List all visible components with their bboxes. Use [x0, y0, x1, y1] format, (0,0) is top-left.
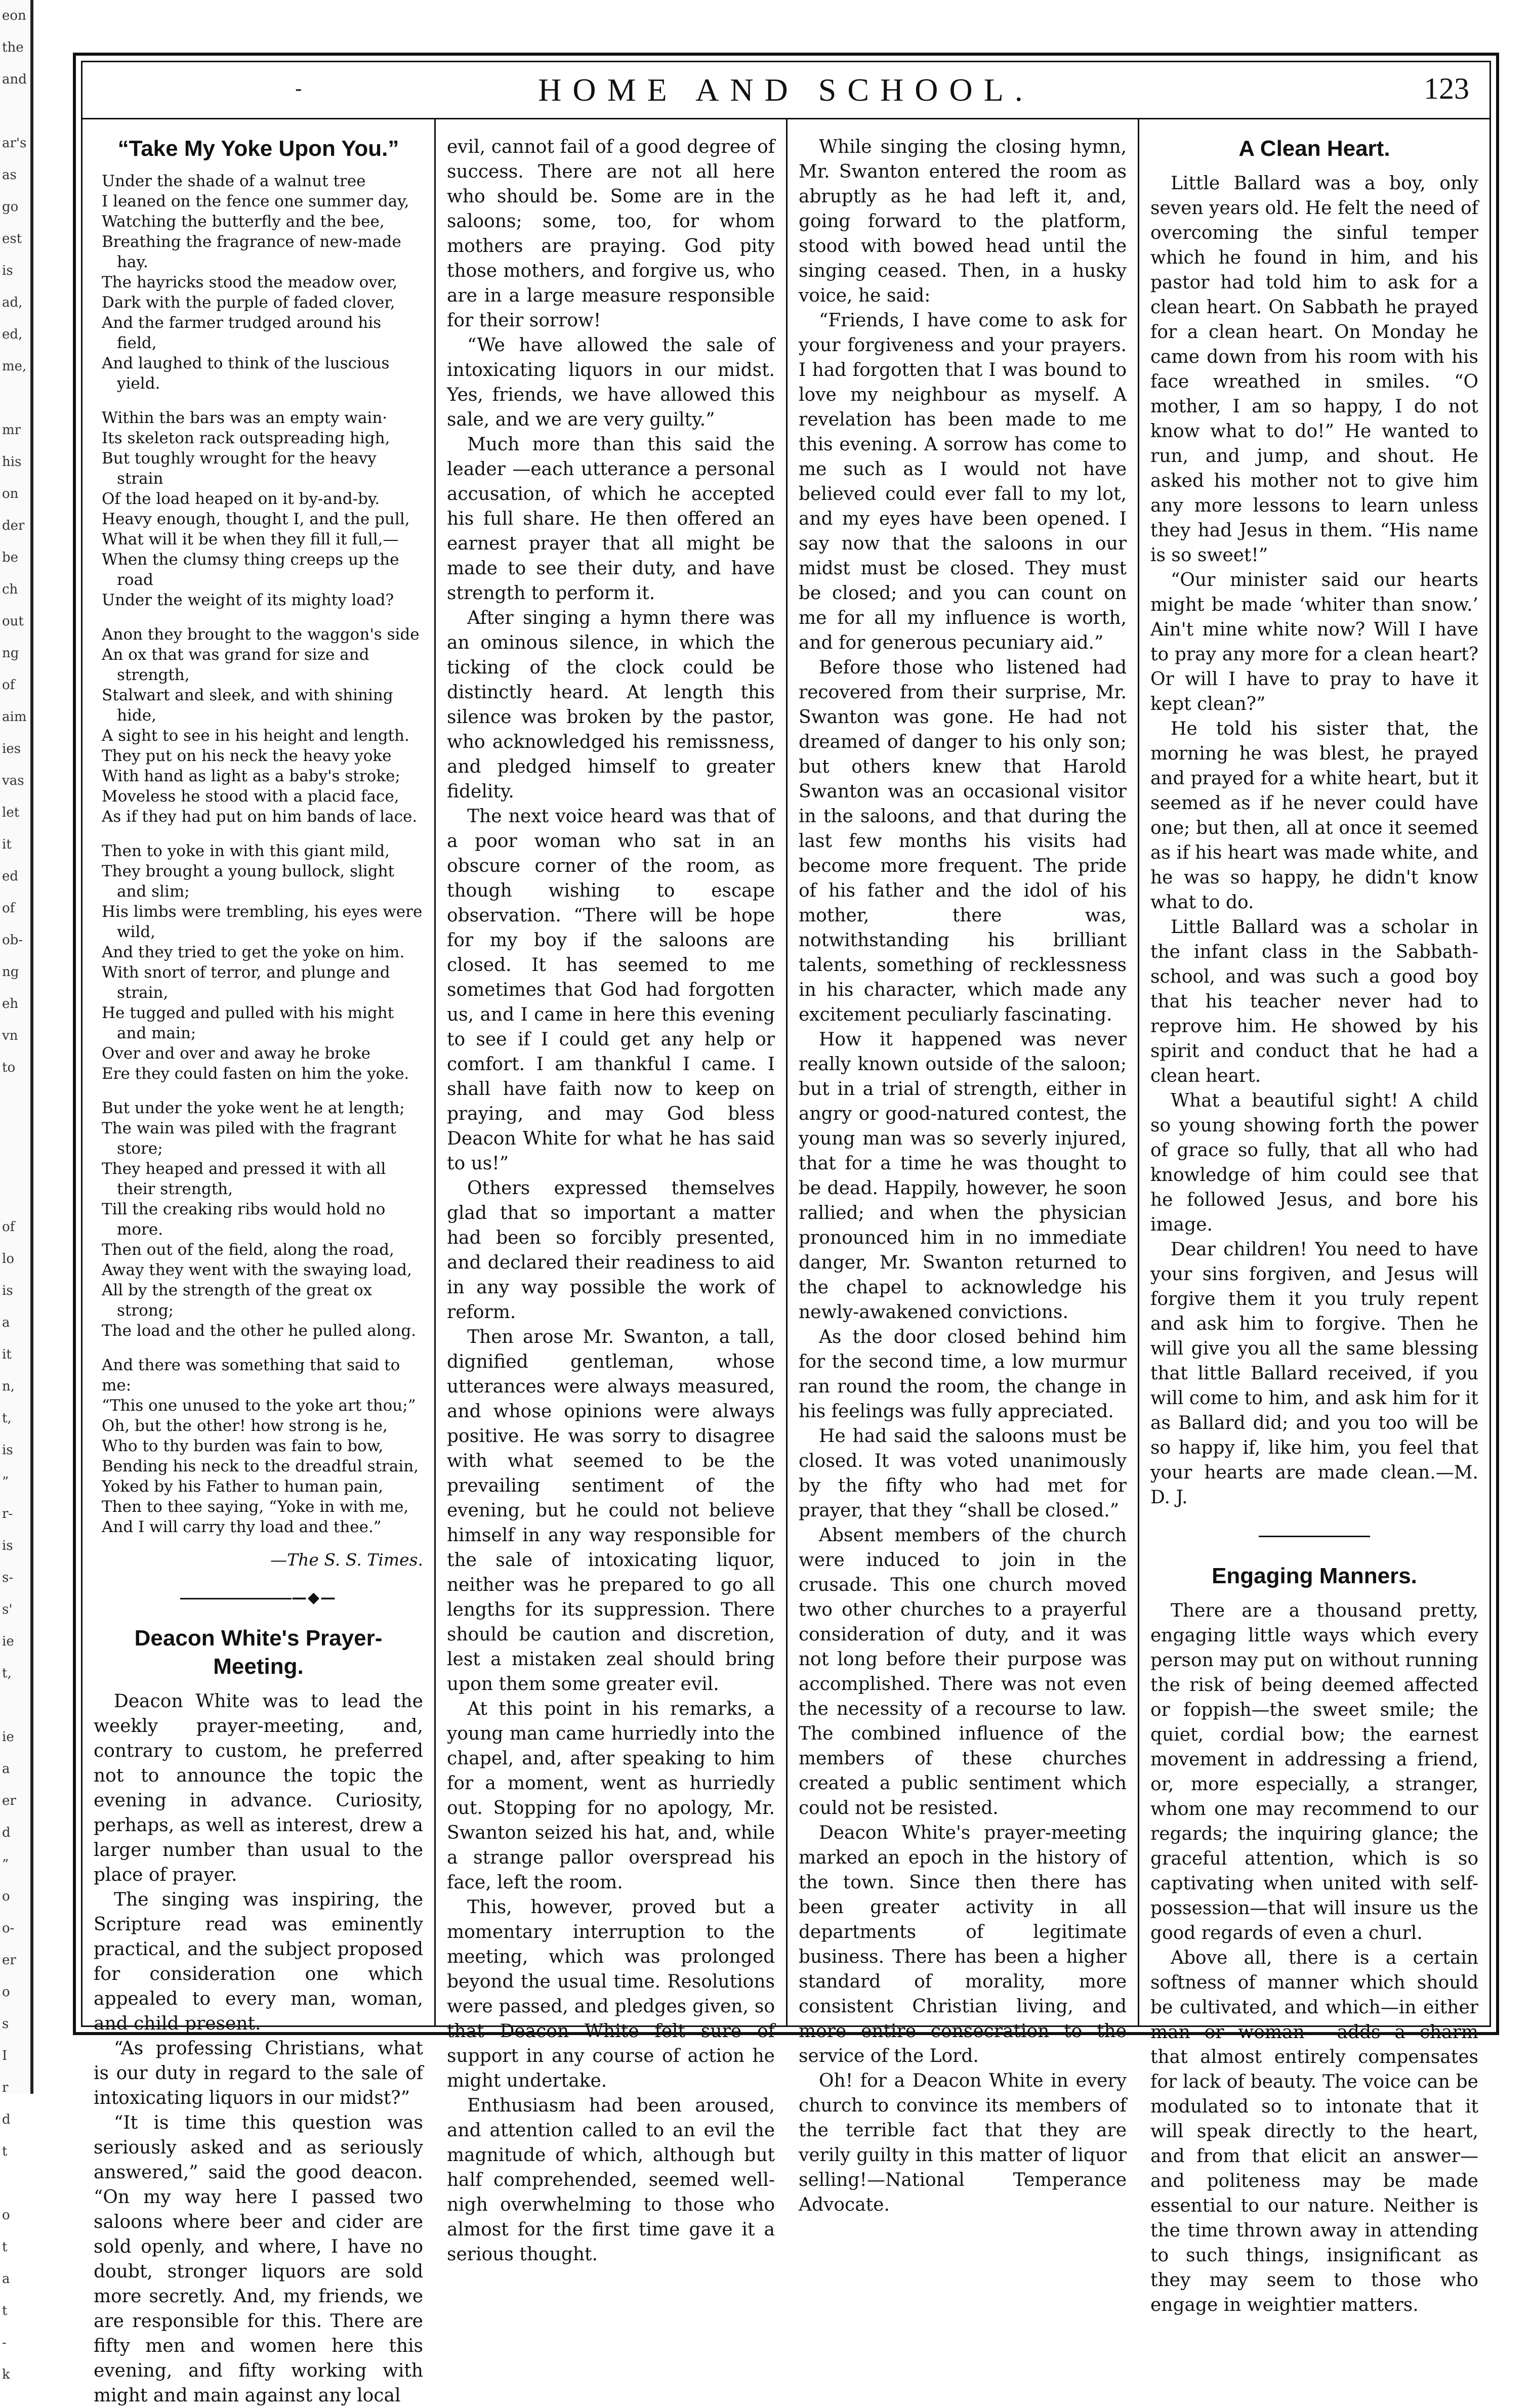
adjacent-page-fragment: his [2, 454, 22, 470]
poem-line: Then out of the field, along the road, [102, 1241, 394, 1259]
adjacent-page-fragment [2, 2168, 26, 2200]
clean-heart-body [1150, 171, 1478, 1510]
adjacent-page-fragment: d [2, 2112, 11, 2127]
poem-line: Bending his neck to the dreadful strain, [102, 1457, 419, 1475]
article-paragraph: What a beautiful sight! A child so young showing forth the power of grace so fully, that all who had knowledge of him could see that he followed Jesus, and bore his image. [1150, 1090, 1478, 1235]
adjacent-page-fragment: er [2, 1793, 16, 1808]
adjacent-page-fragment: aim [2, 709, 27, 725]
adjacent-page-fragment [2, 1148, 26, 1179]
poem-line: But toughly wrought for the heavy strain [102, 449, 377, 488]
adjacent-page-fragment: ed, [2, 327, 23, 342]
column-1 [82, 119, 434, 2406]
poem-stanza [94, 624, 423, 827]
poem-line: Under the weight of its mighty load? [102, 591, 394, 609]
publication-title: HOME AND SCHOOL. [538, 72, 1034, 108]
section-divider [94, 1585, 423, 1610]
poem-line: And the farmer trudged around his field, [102, 314, 382, 352]
adjacent-page-fragment: est [2, 231, 22, 246]
poem-body [94, 171, 423, 1537]
article-paragraph: Before those who listened had recovered from their surprise, Mr. Swanton was gone. He had not dreamed of danger to his only son; but others knew that Harold Swanton was an occasional visitor in the saloons, and that during the last few months his visits had become more frequent. The pride of his father and the idol of his mother, there was, notwithstanding his brilliant talents, something of recklessness in his character, which made any excitement peculiarly fascinating. [799, 657, 1127, 1025]
poem-line: Away they went with the swaying load, [102, 1261, 412, 1279]
article-paragraph: Dear children! You need to have your sins forgiven, and Jesus will forgive them it you truly repent and ask him to forgive. Then he will give you all the same blessing that little Ballard received, if you will come to him, and ask him for it as Ballard did; and you too will be so happy if, like him, you feel that your hearts are made clean.—M. D. J. [1150, 1239, 1478, 1508]
adjacent-page-fragment: - [2, 2335, 7, 2350]
adjacent-page-fragment: is [2, 1538, 13, 1553]
manners-title: Engaging Manners. [1212, 1564, 1417, 1588]
poem-line: Of the load heaped on it by-and-by. [102, 490, 380, 508]
article-paragraph: The singing was inspiring, the Scripture read was eminently practical, and the subject proposed for consideration one which appealed to every man, woman, and child present. [94, 1889, 423, 2034]
poem-line: But under the yoke went he at length; [102, 1099, 405, 1117]
article-paragraph: “As professing Christians, what is our duty in regard to the sale of intoxicating liquors in our midst?” [94, 2038, 423, 2108]
adjacent-page-fragment: o- [2, 1921, 15, 1936]
adjacent-page-fragment: t [2, 2144, 8, 2159]
article-paragraph: “It is time this question was seriously asked and as seriously answered,” said the good deacon. “On my way here I passed two saloons where beer and cider are sold openly, and where, I have no doubt, stronger liquors are sold more secretly. And, my friends, we are responsible for this. There are fifty men and women here this evening, and fifty working with might and main against any local [94, 2113, 423, 2406]
adjacent-page-fragment: t [2, 2240, 8, 2255]
adjacent-page-fragment: as [2, 167, 17, 183]
article-paragraph: While singing the closing hymn, Mr. Swanton entered the room as abruptly as he had left it, and, going forward to the platform, stood with bowed head until the singing ceased. Then, in a husky voice, he said: [799, 137, 1127, 306]
article-paragraph: “We have allowed the sale of intoxicating liquors in our midst. Yes, friends, we have allowed this sale, and we are very guilty.” [447, 335, 775, 430]
article-paragraph: This, however, proved but a momentary interruption to the meeting, which was prolonged beyond the usual time. Resolutions were passed, and pledges given, so that Deacon White felt sure of support in any course of action he might undertake. [447, 1897, 775, 2091]
poem-line: “This one unused to the yoke art thou;” [102, 1397, 416, 1415]
article-paragraph: Little Ballard was a scholar in the infant class in the Sabbath-school, and was such a good boy that his teacher never had to reprove him. He showed by his spirit and conduct that he had a clean heart. [1150, 917, 1478, 1086]
adjacent-page-fragment: I [2, 2048, 8, 2063]
adjacent-page-fragment: of [2, 678, 15, 693]
adjacent-page-fragment: go [2, 199, 19, 215]
poem-stanza [94, 841, 423, 1084]
poem-title: “Take My Yoke Upon You.” [117, 136, 399, 161]
poem-line: With hand as light as a baby's stroke; [102, 767, 400, 785]
article-paragraph: Others expressed themselves glad that so important a matter had been so forcibly presented, and declared their readiness to aid in any way possible the work of reform. [447, 1178, 775, 1323]
poem-line: An ox that was grand for size and strength, [102, 646, 369, 684]
adjacent-page-fragment: mr [2, 423, 21, 438]
article-paragraph: evil, cannot fail of a good degree of success. There are not all here who should be. Some are in the saloons; some, too, for whom mothers are praying. God pity those mothers, and forgive us, who are in a large measure responsible for their sorrow! [447, 137, 775, 331]
deacon-article-part-3 [799, 135, 1127, 2217]
poem-stanza [94, 1098, 423, 1341]
adjacent-page-fragment: and [2, 72, 27, 87]
poem-line: Dark with the purple of faded clover, [102, 293, 395, 312]
article-paragraph: Oh! for a Deacon White in every church to convince its members of the terrible fact that they are verily guilty in this matter of liquor selling!—National Temperance Advocate. [799, 2071, 1127, 2215]
article-paragraph: As the door closed behind him for the second time, a low murmur ran round the room, the change in his feelings was fully appreciated. [799, 1327, 1127, 1422]
adjacent-page-fragment: it [2, 1347, 12, 1362]
poem-line: When the clumsy thing creeps up the road [102, 551, 399, 589]
poem-line: They heaped and pressed it with all their strength, [102, 1160, 386, 1198]
poem-line: Over and over and away he broke [102, 1044, 370, 1063]
adjacent-page-fragment: me, [2, 359, 27, 374]
article-paragraph: “Our minister said our hearts might be made ‘whiter than snow.’ Ain't mine white now? Will I have to pray any more for a clean heart? Or will I have to pray to have it kept clean?” [1150, 570, 1478, 714]
divider-ornament: —◆— [291, 1589, 337, 1607]
adjacent-page-fragment: ies [2, 741, 21, 756]
adjacent-page-fragment: vas [2, 773, 24, 788]
article-paragraph: Deacon White's prayer-meeting marked an epoch in the history of the town. Since then there has been greater activity in all departments of legitimate business. There has been a higher standard of morality, more consistent Christian living, and more entire consecration to the service of the Lord. [799, 1823, 1127, 2066]
column-2 [434, 119, 786, 2265]
poem-line: With snort of terror, and plunge and strain, [102, 963, 390, 1002]
adjacent-page-fragment: k [2, 2367, 10, 2382]
adjacent-page-fragment: it [2, 837, 12, 852]
adjacent-page-fragment: of [2, 901, 15, 916]
article-paragraph: Much more than this said the leader —each utterance a personal accusation, of which he accepted his full share. He then offered an earnest prayer that all might be made to see their duty, and have strength to perform it. [447, 434, 775, 604]
page-number: 123 [1424, 72, 1469, 105]
poem-attribution: —The S. S. Times. [270, 1550, 423, 1570]
poem-line: Anon they brought to the waggon's side [102, 625, 420, 644]
adjacent-page-fragment [2, 1179, 26, 1211]
poem-line: They put on his neck the heavy yoke [102, 747, 392, 765]
adjacent-page-fragment: d [2, 1825, 11, 1840]
adjacent-page-fragment: a [2, 1761, 10, 1777]
poem-line: I leaned on the fence one summer day, [102, 192, 409, 210]
poem-line: All by the strength of the great ox strong; [102, 1281, 373, 1320]
adjacent-page-fragment: s- [2, 1570, 14, 1585]
adjacent-page-fragment: s [2, 2016, 9, 2032]
adjacent-page-fragment: a [2, 2271, 10, 2287]
poem-line: Watching the butterfly and the bee, [102, 213, 385, 231]
poem-line: His limbs were trembling, his eyes were wild, [102, 903, 423, 941]
adjacent-page-fragment: is [2, 1443, 13, 1458]
adjacent-page-fragment: ie [2, 1634, 14, 1649]
article-paragraph: Little Ballard was a boy, only seven years old. He felt the need of overcoming the sinful temper which he found in him, and his pastor had told him to ask for a clean heart. On Sabbath he prayed for a clean heart. On Monday he came down from his room with his face wreathed in smiles. “O mother, I am so happy, I do not know what to do!” He wanted to run, and jump, and shout. He asked his mother not to give him any more lessons to learn unless they had Jesus in them. “His name is so sweet!” [1150, 173, 1478, 566]
poem-line: As if they had put on him bands of lace. [102, 808, 418, 826]
article-paragraph: Absent members of the church were induced to join in the crusade. This one church moved two other churches to a prayerful consideration of duty, and it was not long before their purpose was accomplished. There was not even the necessity of a recourse to law. The combined influence of the members of these churches created a public sentiment which could not be resisted. [799, 1525, 1127, 1819]
poem-line: He tugged and pulled with his might and main; [102, 1004, 394, 1042]
poem-line: The load and the other he pulled along. [102, 1322, 417, 1340]
poem-line: Moveless he stood with a placid face, [102, 787, 399, 806]
poem-line: And there was something that said to me: [102, 1356, 400, 1395]
poem-line: And laughed to think of the luscious yield. [102, 354, 390, 393]
poem-line: They brought a young bullock, slight and slim; [102, 862, 395, 901]
adjacent-page-fragment: r [2, 2080, 9, 2095]
adjacent-page-text [2, 0, 26, 2391]
poem-line: Oh, but the other! how strong is he, [102, 1417, 388, 1435]
poem-line: The wain was piled with the fragrant store; [102, 1119, 396, 1158]
adjacent-page-fragment: ie [2, 1729, 14, 1745]
adjacent-page-fragment: ad, [2, 295, 23, 310]
article-paragraph: How it happened was never really known outside of the saloon; but in a trial of strength, either in angry or good-natured contest, the young man was so severly injured, that for a time he was thought to be dead. Happily, however, he soon rallied; and when the physician pronounced him in no immediate danger, Mr. Swanton returned to the chapel to acknowledge his newly-awakened convictions. [799, 1029, 1127, 1323]
adjacent-page-fragment [2, 383, 26, 414]
adjacent-page-fragment: eh [2, 996, 19, 1011]
poem-line: Heavy enough, thought I, and the pull, [102, 510, 410, 528]
deacon-article-title: Deacon White's Prayer-Meeting. [134, 1626, 383, 1679]
adjacent-page-fragment: ” [2, 1474, 9, 1490]
poem-line: Stalwart and sleek, and with shining hide, [102, 686, 393, 725]
adjacent-page-fragment: be [2, 550, 19, 565]
poem-line: Then to yoke in with this giant mild, [102, 842, 390, 860]
adjacent-page-fragment [2, 96, 26, 128]
poem-line: And they tried to get the yoke on him. [102, 943, 405, 961]
adjacent-page-fragment: let [2, 805, 20, 820]
adjacent-page-fragment: er [2, 1953, 16, 1968]
page-header [82, 62, 1489, 119]
poem-line: Till the creaking ribs would hold no more. [102, 1200, 386, 1239]
adjacent-page-fragment: r- [2, 1506, 13, 1522]
poem-line: Ere they could fasten on him the yoke. [102, 1065, 409, 1083]
poem-line: And I will carry thy load and thee.” [102, 1518, 382, 1536]
column-area [82, 119, 1489, 2406]
manners-body [1150, 1598, 1478, 2317]
adjacent-page-fragment: is [2, 263, 13, 278]
adjacent-page-fragment [2, 1084, 26, 1116]
article-paragraph: Then arose Mr. Swanton, a tall, dignified gentleman, whose utterances were always measured, and whose opinions were always positive. He was sorry to disagree with what seemed to be the prevailing sentiment of the evening, but he could not believe himself in any way responsible for the sale of intoxicating liquor, neither was he prepared to go all lengths for its suppression. There should be caution and discretion, lest a mistaken zeal should bring upon them some greater evil. [447, 1327, 775, 1695]
article-paragraph: After singing a hymn there was an ominous silence, in which the ticking of the clock could be distinctly heard. At length this silence was broken by the pastor, who acknowledged his remissness, and pledged himself to greater fidelity. [447, 608, 775, 802]
poem-line: Who to thy burden was fain to bow, [102, 1437, 384, 1455]
adjacent-page-fragment: eon [2, 8, 26, 23]
adjacent-page-fragment: ng [2, 964, 19, 980]
clean-heart-title: A Clean Heart. [1238, 136, 1390, 161]
adjacent-page-fragment: t, [2, 1411, 12, 1426]
adjacent-page-fragment: o [2, 1984, 10, 2000]
adjacent-page-fragment: n, [2, 1379, 15, 1394]
poem-line: The hayricks stood the meadow over, [102, 273, 398, 291]
article-paragraph: The next voice heard was that of a poor woman who sat in an obscure corner of the room, as though wishing to escape observation. “There will be hope for my boy if the saloons are closed. It has seemed to me sometimes that God had forgotten us, and I came in here this evening to see if I could get any help or comfort. I am thankful I came. I shall have faith now to keep on praying, and may God bless Deacon White for what he has said to us!” [447, 806, 775, 1174]
article-paragraph: At this point in his remarks, a young man came hurriedly into the chapel, and, after speaking to him for a moment, went as hurriedly out. Stopping for no apology, Mr. Swanton seized his hat, and, while a strange pallor overspread his face, left the room. [447, 1699, 775, 1893]
poem-line: Under the shade of a walnut tree [102, 172, 366, 190]
article-paragraph: There are a thousand pretty, engaging little ways which every person may put on without running the risk of being deemed affected or foppish—the sweet smile; the quiet, cordial bow; the earnest movement in addressing a friend, or, more especially, a stranger, whom one may recommend to our regards; the inquiring glance; the graceful attention, which is so captivating when united with self-possession—that will insure us the good regards of even a churl. [1150, 1600, 1478, 1944]
article-paragraph: Above all, there is a certain softness of manner which should be cultivated, and which—in either man or woman —adds a charm that almost entirely compensates for lack of beauty. The voice can be modulated so to intonate that it will speak directly to the heart, and from that elicit an answer—and politeness may be made essential to our nature. Neither is the time thrown away in attending to such things, insignificant as they may seem to those who engage in weightier matters. [1150, 1948, 1478, 2315]
header-dash: - [295, 77, 302, 101]
adjacent-page-fragment: s' [2, 1602, 13, 1617]
poem-stanza [94, 408, 423, 610]
poem-line: What will it be when they fill it full,— [102, 530, 399, 548]
adjacent-page-fragment: o [2, 1889, 10, 1904]
poem-line: A sight to see in his height and length. [102, 727, 409, 745]
adjacent-page-fragment: t [2, 2303, 8, 2318]
poem-line: Within the bars was an empty wain· [102, 409, 388, 427]
article-paragraph: He had said the saloons must be closed. It was voted unanimously by the fifty who had met for prayer, that they “shall be closed.” [799, 1426, 1127, 1521]
adjacent-page-fragment: vn [2, 1028, 18, 1043]
adjacent-page-fragment: out [2, 614, 24, 629]
poem-stanza [94, 1355, 423, 1537]
adjacent-page-fragment [2, 1689, 26, 1721]
adjacent-page-fragment: the [2, 40, 24, 55]
article-paragraph: “Friends, I have come to ask for your forgiveness and your prayers. I had forgotten that I was bound to love my neighbour as myself. A revelation has been made to me this evening. A sorrow has come to me such as I would not have believed could ever fall to my lot, and my eyes have been opened. I say now that the saloons in our midst must be closed. They must be closed; and you can count on me for all my influence is worth, and for generous pecuniary aid.” [799, 310, 1127, 653]
adjacent-page-fragment: ng [2, 646, 19, 661]
adjacent-page-fragment: to [2, 1060, 16, 1075]
adjacent-page-fragment: is [2, 1283, 13, 1298]
article-paragraph: Enthusiasm had been aroused, and attention called to an evil the magnitude of which, although but half comprehended, seemed well-nigh overwhelming to those who almost for the first time gave it a serious thought. [447, 2095, 775, 2265]
poem-stanza [94, 171, 423, 394]
adjacent-page-fragment [2, 1116, 26, 1148]
adjacent-page-fragment: ar's [2, 136, 27, 151]
poem-line: Its skeleton rack outspreading high, [102, 429, 390, 447]
adjacent-page-fragment: ed [2, 869, 19, 884]
adjacent-page-fragment: t, [2, 1666, 12, 1681]
column-3 [786, 119, 1138, 2215]
article-paragraph: Deacon White was to lead the weekly prayer-meeting, and, contrary to custom, he preferred not to announce the topic the evening in advance. Curiosity, perhaps, as well as interest, drew a larger number than usual to the place of prayer. [94, 1691, 423, 1885]
adjacent-page-fragment: of [2, 1219, 15, 1235]
adjacent-page-fragment: der [2, 518, 25, 533]
poem-line: Yoked by his Father to human pain, [102, 1477, 384, 1496]
article-paragraph: He told his sister that, the morning he was blest, he prayed and prayed for a white heart, but it seemed as if he never could have one; but then, all at once it seemed as if his heart was made white, and he was so happy, he didn't know what to do. [1150, 719, 1478, 913]
adjacent-page-fragment: ob- [2, 933, 23, 948]
adjacent-page-edge [0, 0, 33, 2382]
adjacent-page-fragment: ch [2, 582, 18, 597]
poem-line: Then to thee saying, “Yoke in with me, [102, 1498, 409, 1516]
deacon-article-part-1 [94, 1689, 423, 2408]
adjacent-page-fragment: on [2, 486, 19, 501]
deacon-article-part-2 [447, 135, 775, 2267]
column-4 [1138, 119, 1489, 2315]
poem-line: Breathing the fragrance of new-made hay. [102, 233, 401, 271]
adjacent-page-fragment: ” [2, 1857, 9, 1872]
adjacent-page-fragment: a [2, 1315, 10, 1330]
section-divider-2 [1150, 1523, 1478, 1548]
adjacent-page-fragment: lo [2, 1251, 14, 1266]
adjacent-page-fragment: o [2, 2208, 10, 2223]
newspaper-page [81, 61, 1491, 2406]
